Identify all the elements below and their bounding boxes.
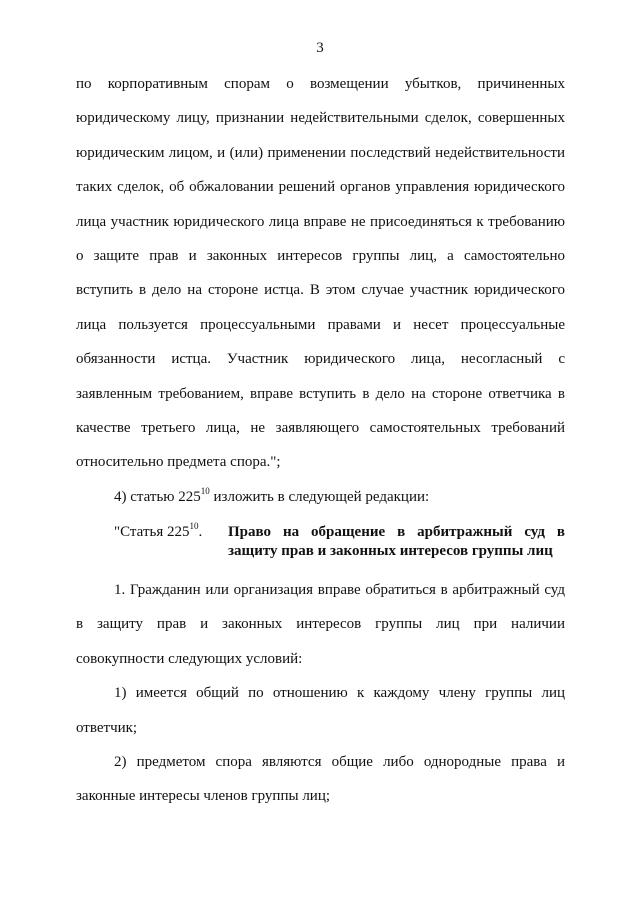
article-title-line: Право на обращение в арбитражный суд в xyxy=(228,524,565,541)
text-line: ответчик; xyxy=(76,719,138,736)
item-4-line xyxy=(76,486,565,520)
text-line: в защиту прав и законных интересов группы лиц при наличии xyxy=(76,616,565,633)
document-body xyxy=(76,73,565,820)
text-line: по корпоративным спорам о возмещении убытков, причиненных xyxy=(76,76,565,92)
text-line: 1) имеется общий по отношению к каждому члену группы лиц xyxy=(114,685,565,702)
text-line: законные интересы членов группы лиц; xyxy=(76,788,331,805)
article-heading xyxy=(76,520,565,579)
text-line: заявленным требованием, вправе вступить в дело на стороне ответчика в xyxy=(76,385,565,402)
text-line: относительно предмета спора."; xyxy=(76,454,281,471)
text-line: совокупности следующих условий: xyxy=(76,650,303,667)
text-line: качестве третьего лица, не заявляющего самостоятельных требований xyxy=(76,419,565,436)
text-line: о защите прав и законных интересов группы лиц, а самостоятельно xyxy=(76,247,565,264)
text-line: обязанности истца. Участник юридического лица, несогласный с xyxy=(76,351,565,368)
item-4-prefix: 4) статью 225 xyxy=(114,488,201,505)
page-number: 3 xyxy=(316,40,324,56)
article-label: "Статья $225^{10}$. xyxy=(114,521,203,541)
item-4-sup: 10 xyxy=(200,485,210,496)
text-line: юридическому лицу, признании недействительными сделок, совершенных xyxy=(76,110,565,127)
text-line: 1. Гражданин или организация вправе обратиться в арбитражный суд xyxy=(114,582,565,599)
text-line: лица пользуется процессуальными правами и несет процессуальные xyxy=(76,316,565,333)
item-4-suffix: изложить в следующей редакции: xyxy=(209,488,430,505)
article-title xyxy=(228,523,565,561)
article-title-line: защиту прав и законных интересов группы лиц xyxy=(228,543,553,560)
text-line: 2) предметом спора являются общие либо однородные права и xyxy=(114,754,565,771)
article-label-sup: 10 xyxy=(189,521,199,532)
text-line: лица участник юридического лица вправе не присоединяться к требованию xyxy=(76,213,565,230)
text-line: юридическим лицом, и (или) применении последствий недействительности xyxy=(76,144,565,161)
text-line: вступить в дело на стороне истца. В этом случае участник юридического xyxy=(76,282,565,299)
text-line: таких сделок, об обжаловании решений органов управления юридического xyxy=(76,179,565,196)
